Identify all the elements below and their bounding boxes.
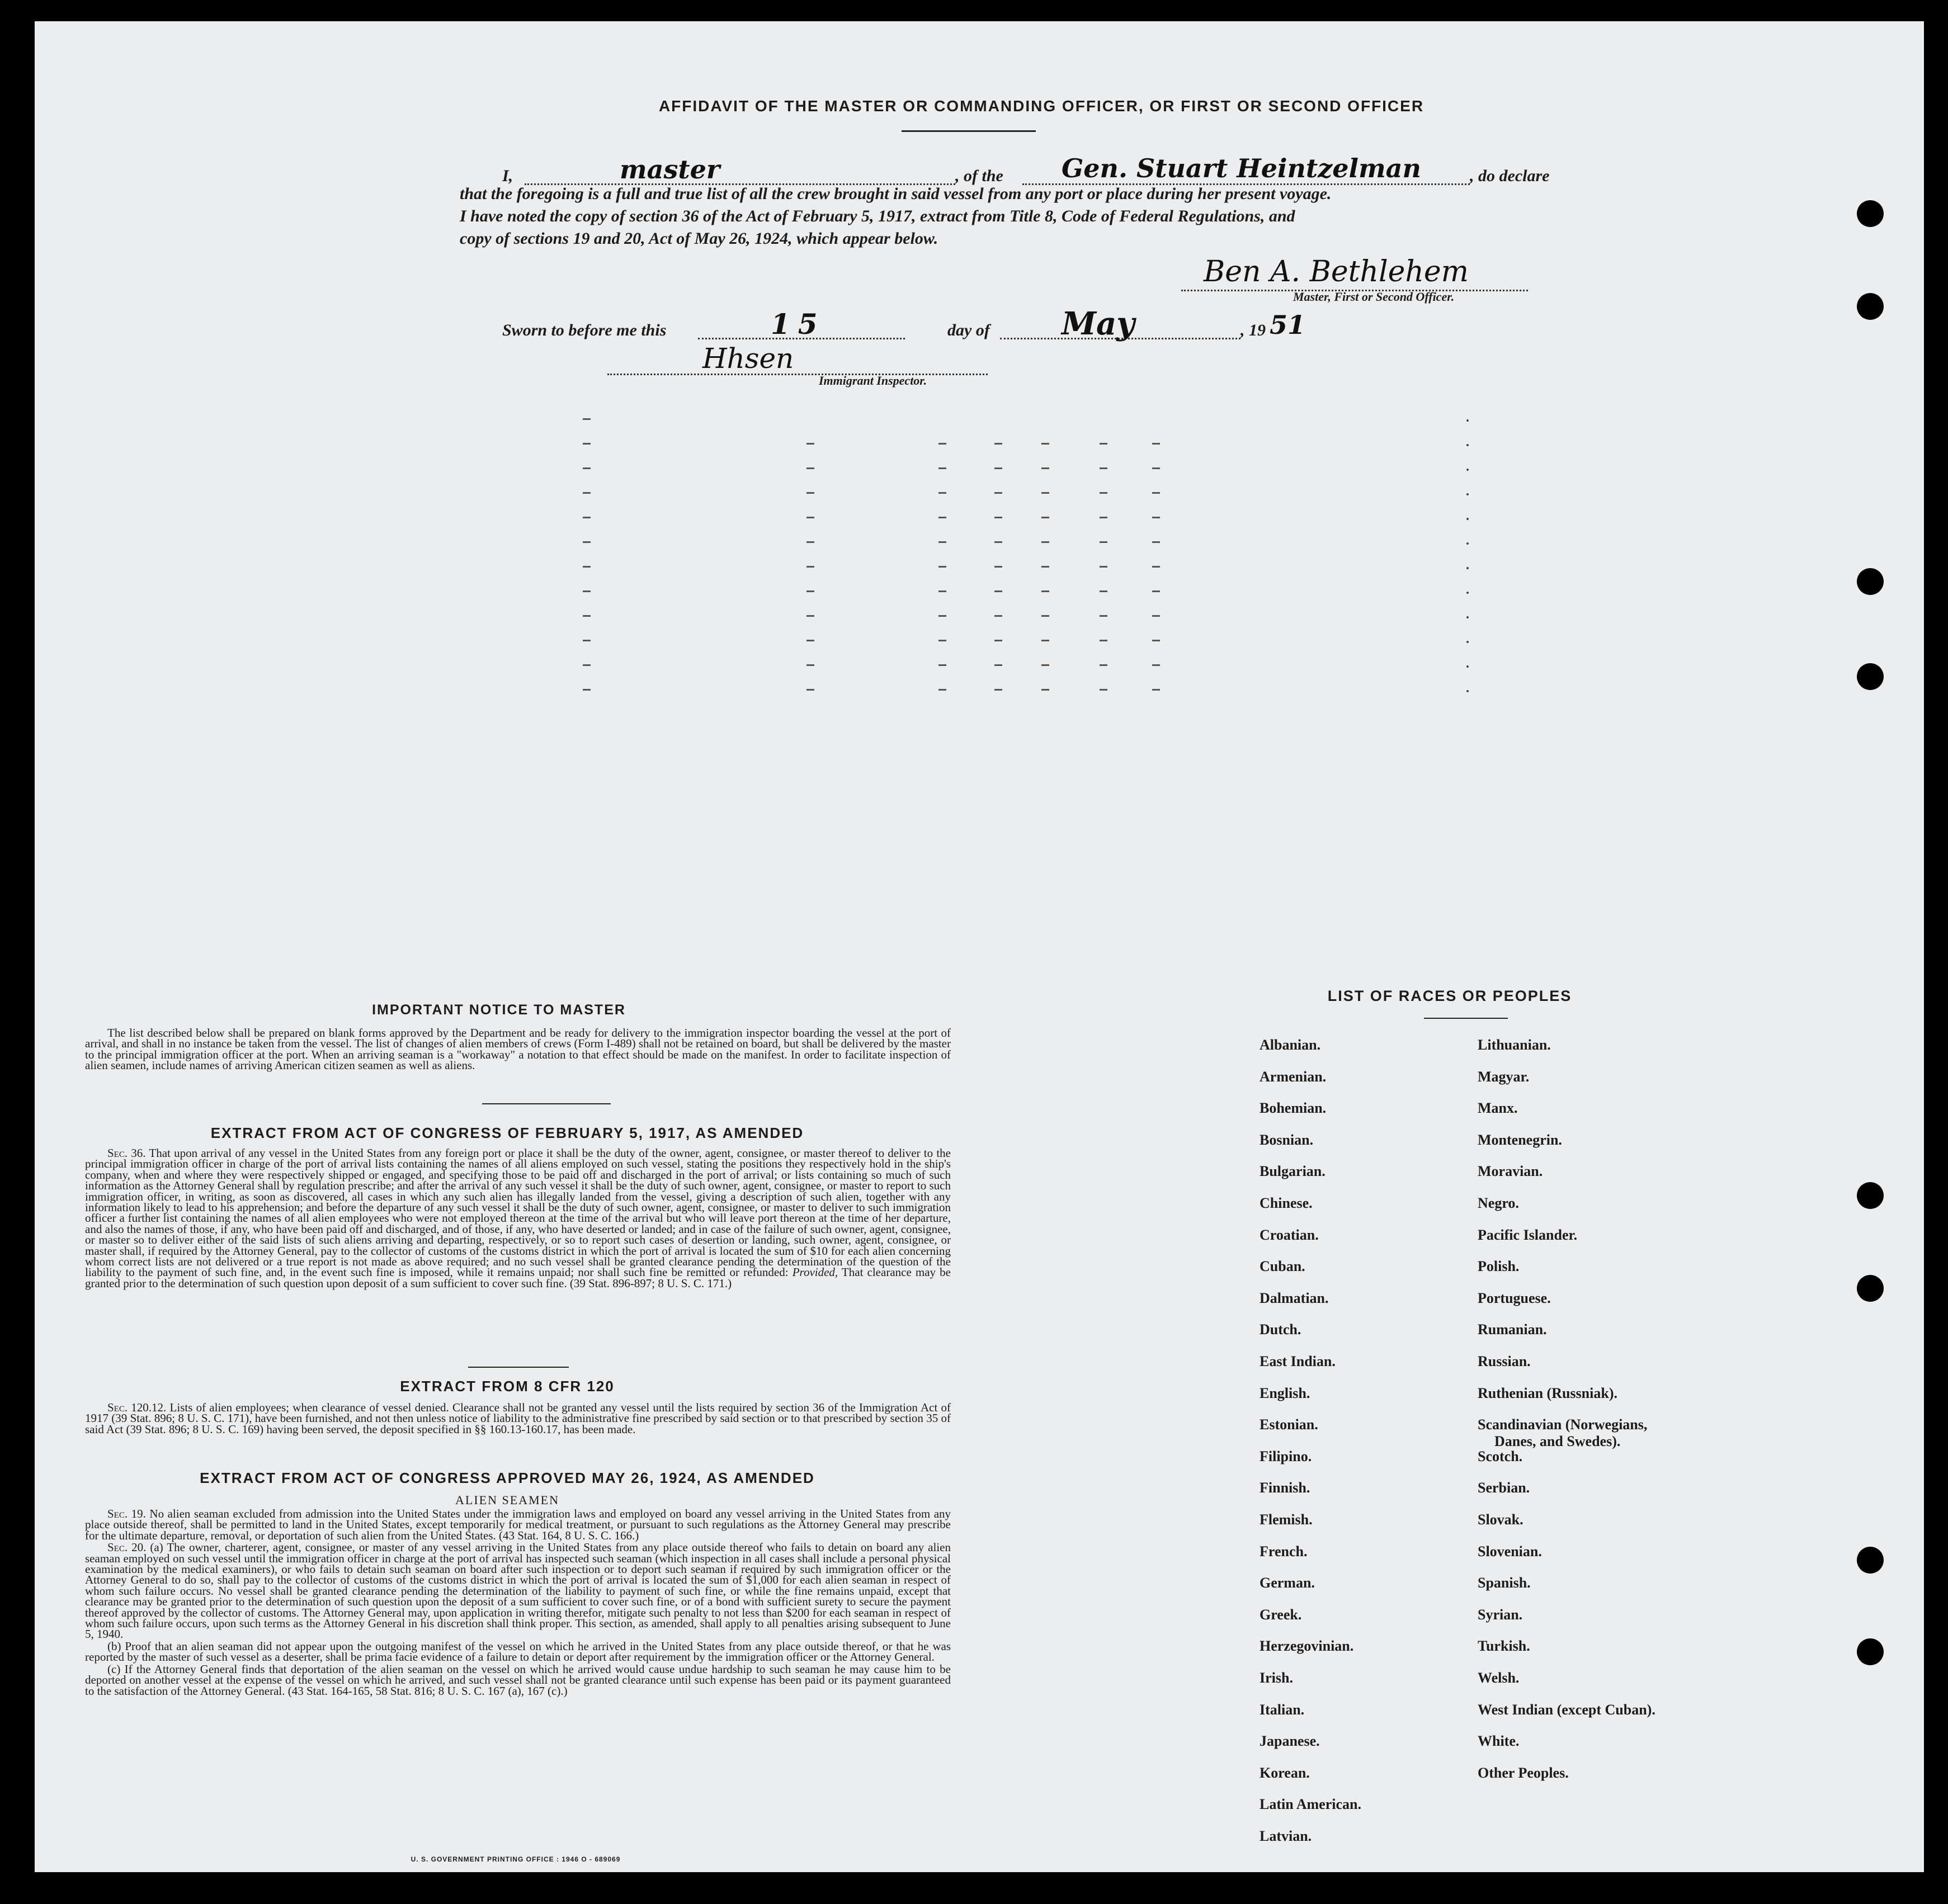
faint-dash [1100,664,1107,666]
faint-dash [1100,541,1107,543]
race-item: Flemish. [1260,1511,1313,1528]
sec-36-text-end: That clearance may be granted prior to the determination of such question upon deposit of a sum sufficient to cover such fine. (39 Stat. 896-897; 8 U. S. C. 171.) [85,1265,951,1290]
race-item: White. [1478,1733,1520,1749]
faint-dash [583,566,591,568]
race-item: French. [1260,1543,1308,1560]
faint-dash [938,517,946,518]
race-item: Turkish. [1478,1638,1530,1654]
race-item: Polish. [1478,1258,1520,1274]
race-item: Scotch. [1478,1448,1523,1464]
notice-rule [482,1103,611,1104]
faint-dash [938,467,946,469]
faint-dash [938,443,946,445]
month-field [1000,305,1241,342]
faint-dash [1152,443,1160,445]
faint-dot [1466,690,1469,692]
race-item: West Indian (except Cuban). [1478,1702,1655,1718]
year-handwritten: 51 [1270,310,1306,340]
faint-dash [1152,541,1160,543]
faint-dash [1041,517,1049,518]
faint-dash [1100,640,1107,641]
declaration-line-4: copy of sections 19 and 20, Act of May 26, 1924, which appear below. [460,229,938,248]
faint-dot [1466,419,1469,422]
sec-36-paragraph [85,1148,951,1289]
sec-36-label: Sec. 36. [107,1146,146,1160]
faint-dash [1152,467,1160,469]
of-the-label: , of the [955,167,1003,185]
race-item: Rumanian. [1478,1321,1547,1338]
sec-20-label: Sec. 20. [107,1541,147,1555]
sworn-label: Sworn to before me this [502,321,667,339]
binder-hole [1857,1638,1884,1665]
race-item: Manx. [1478,1100,1518,1116]
sec-120-label: Sec. 120.12. [107,1401,167,1414]
signature-handwritten: Ben A. Bethlehem [1204,255,1469,289]
notice-paragraph: The list described below shall be prepared on blank forms approved by the Department and be ready for delivery to the immigration inspector boarding the vessel at the port of arrival, and shall in no instance be taken from the vessel. The list of changes of alien members of crews (Form I-489) shall not be retained on board, but shall be delivered by the master to the principal immigration officer at the port. When an arriving seaman is a "workaway" a notation to that effect should be made on the manifest. In order to facilitate inspection of alien seamen, include names of arriving American citizen seamen as well as aliens. [85,1026,951,1073]
race-item: Latin American. [1260,1796,1361,1812]
faint-dash [806,689,814,691]
faint-dash [583,418,591,420]
binder-hole [1857,1547,1884,1574]
faint-dash [1100,566,1107,568]
faint-dot [1466,592,1469,594]
binder-hole [1857,663,1884,690]
faint-dot [1466,616,1469,618]
extract-1924-text [85,1509,951,1698]
race-item: Chinese. [1260,1195,1313,1211]
race-item: Other Peoples. [1478,1765,1569,1781]
faint-dash [806,664,814,666]
declaration-line-3: I have noted the copy of section 36 of the Act of February 5, 1917, extract from Title 8, Code of Federal Regulations, and [460,207,1295,225]
printing-office-footer: U. S. GOVERNMENT PRINTING OFFICE : 1946 O - 689069 [411,1855,621,1863]
sec-20c-paragraph: (c) If the Attorney General finds that deportation of the alien seaman on the vessel on which he arrived would cause undue hardship to such seaman he may cause him to be deported on another vessel at the expense of the vessel on which he arrived, and such vessel shall not be granted clearance until such expense has been paid or its payment guaranteed to the satisfaction of the Attorney General. (43 Stat. 164-165, 58 Stat. 816; 8 U. S. C. 167 (a), 167 (c).) [85,1662,951,1698]
faint-dash [994,566,1002,568]
race-item: German. [1260,1575,1315,1591]
race-item: Slovak. [1478,1511,1524,1528]
race-item: Serbian. [1478,1480,1530,1496]
race-item: Portuguese. [1478,1290,1551,1306]
faint-dash [583,541,591,543]
inspector-handwritten: Hhsen [702,342,794,375]
faint-dash [806,467,814,469]
faint-dash [1152,640,1160,641]
provided-label: Provided, [792,1265,838,1279]
faint-dash [994,615,1002,617]
day-of-label: day of [947,321,990,339]
race-item: Pacific Islander. [1478,1227,1578,1243]
binder-hole [1857,1182,1884,1209]
faint-dash [806,590,814,592]
form-page [35,21,1924,1872]
binder-hole [1857,293,1884,320]
rank-field [525,154,955,185]
race-item: Bulgarian. [1260,1163,1326,1179]
faint-dash [938,615,946,617]
faint-dot [1466,542,1469,545]
faint-dash [1041,590,1049,592]
faint-dash [1041,664,1049,666]
do-declare-label: , do declare [1470,167,1550,185]
faint-dash [994,517,1002,518]
race-item: Estonian. [1260,1416,1318,1433]
sec-120-text: Lists of alien employees; when clearance of vessel denied. Clearance shall not be granted any vessel until the lists required by section 36 of the Immigration Act of 1917 (39 Stat. 896; 8 U. S. C. 171), have been furnished, and not then unless notice of liability to the administrative fine prescribed by said section or to that prescribed by section 35 of said Act (39 Stat. 896; 8 U. S. C. 169) having been served, the deposit specified in §§ 160.13-160.17, has been made. [85,1401,951,1436]
race-item: Slovenian. [1478,1543,1542,1560]
race-item: Greek. [1260,1607,1302,1623]
notice-title: IMPORTANT NOTICE TO MASTER [372,1002,626,1018]
day-handwritten: 15 [771,308,826,341]
faint-dash [1100,467,1107,469]
faint-dash [583,492,591,494]
race-item: Cuban. [1260,1258,1305,1274]
faint-dash [938,492,946,494]
races-rule [1424,1018,1508,1019]
race-item: Negro. [1478,1195,1519,1211]
sec-19-paragraph [85,1509,951,1541]
faint-dash [1152,664,1160,666]
faint-dash [806,640,814,641]
sec-20a-text: (a) The owner, charterer, agent, consignee, or master of any vessel arriving in the United States from any place outside thereof who fails to detain on board any alien seaman employed on such vessel until the immigration officer in charge at the port of arrival has inspected such seaman (which inspection in all cases shall include a personal physical examination by the medical examiners), or who fails to detain such seaman on board after such inspection or to deport such seaman if required by such immigration officer or the Attorney General to do so, shall pay to the collector of customs of the customs district in which the port of arrival is located the sum of $1,000 for each alien seaman in respect of whom such failure occurs. No vessel shall be granted clearance pending the determination of the liability to payment of such fine, or while the fine remains unpaid, except that clearance may be granted prior to the determination of such question upon the deposit of a sum sufficient to cover such fine, or of a bond with sufficient surety to secure the payment thereof approved by the collector of customs. The Attorney General may, upon application in writing therefor, mitigate such penalty to not less than $200 for each seaman in respect of whom such failure occurs, upon such terms as the Attorney General in his discretion shall think proper. This section, as amended, shall apply to all penalties arising subsequent to June 5, 1940. [85,1541,951,1641]
race-item: Danes, and Swedes). [1494,1433,1621,1449]
race-item: Montenegrin. [1478,1132,1562,1148]
notice-text [85,1028,951,1073]
race-item: Syrian. [1478,1607,1523,1623]
extract-cfr-text [85,1402,951,1436]
race-item: Lithuanian. [1478,1037,1551,1053]
faint-dash [1152,517,1160,518]
faint-dot [1466,567,1469,569]
race-item: Italian. [1260,1702,1305,1718]
faint-dash [994,689,1002,691]
inspector-field [607,342,988,375]
faint-dash [938,541,946,543]
rank-handwritten: master [620,154,720,185]
faint-dot [1466,444,1469,446]
binder-hole [1857,200,1884,227]
faint-dash [806,566,814,568]
race-item: Magyar. [1478,1069,1530,1085]
faint-dash [1100,590,1107,592]
race-item: Welsh. [1478,1670,1520,1686]
faint-dash [1041,467,1049,469]
race-item: Dutch. [1260,1321,1301,1338]
faint-dash [938,664,946,666]
race-item: Croatian. [1260,1227,1319,1243]
faint-dash [994,541,1002,543]
faint-dash [583,640,591,641]
faint-dash [1100,492,1107,494]
race-item: Finnish. [1260,1480,1310,1496]
faint-dot [1466,493,1469,495]
i-label: I, [502,167,513,185]
race-item: Korean. [1260,1765,1310,1781]
race-item: Albanian. [1260,1037,1321,1053]
faint-dash [994,664,1002,666]
extract-1917-title: EXTRACT FROM ACT OF CONGRESS OF FEBRUARY 5, 1917, AS AMENDED [210,1125,804,1141]
faint-dash [994,492,1002,494]
race-item: Russian. [1478,1353,1531,1369]
faint-dash [1152,492,1160,494]
extract-1924-title: EXTRACT FROM ACT OF CONGRESS APPROVED MAY 26, 1924, AS AMENDED [200,1470,815,1486]
affidavit-title: AFFIDAVIT OF THE MASTER OR COMMANDING OFFICER, OR FIRST OR SECOND OFFICER [658,97,1425,115]
race-item: Moravian. [1478,1163,1543,1179]
binder-hole [1857,1275,1884,1302]
faint-dash [1152,689,1160,691]
binder-hole [1857,568,1884,595]
faint-dash [806,517,814,518]
month-handwritten: May [1062,305,1135,342]
sec-19-label: Sec. 19. [107,1507,146,1520]
race-item: Scandinavian (Norwegians, [1478,1416,1648,1433]
races-title: LIST OF RACES OR PEOPLES [1327,988,1572,1004]
faint-dash [1041,566,1049,568]
sec-20b-paragraph: (b) Proof that an alien seaman did not appear upon the outgoing manifest of the vessel on which he arrived in the United States from any place outside thereof, or that he was reported by the master of such vessel as a deserter, shall be prima facie evidence of a failure to detain or deport after requirement by the immigration officer or the Attorney General. [85,1639,951,1664]
extract-1917-rule [468,1367,569,1368]
race-item: Spanish. [1478,1575,1531,1591]
faint-dash [938,689,946,691]
faint-dash [994,467,1002,469]
year-prefix: , 19 [1241,321,1266,339]
race-item: Ruthenian (Russniak). [1478,1385,1617,1401]
sec-20a-paragraph [85,1542,951,1640]
race-item: English. [1260,1385,1310,1401]
signature-caption: Master, First or Second Officer. [1293,290,1455,304]
inspector-caption: Immigrant Inspector. [819,374,927,388]
faint-dash [583,615,591,617]
vessel-field [1022,153,1470,185]
race-item: Japanese. [1260,1733,1320,1749]
race-item: Irish. [1260,1670,1293,1686]
faint-dash [994,590,1002,592]
faint-dot [1466,469,1469,471]
faint-dash [1100,517,1107,518]
faint-dash [1152,615,1160,617]
faint-dash [1041,615,1049,617]
race-item: Bohemian. [1260,1100,1327,1116]
faint-dash [806,615,814,617]
faint-dash [1100,615,1107,617]
faint-dash [1152,590,1160,592]
faint-dash [994,640,1002,641]
race-item: Filipino. [1260,1448,1312,1464]
alien-seamen-subtitle: ALIEN SEAMEN [455,1493,559,1507]
faint-dash [1100,689,1107,691]
faint-dash [583,664,591,666]
faint-dash [1041,443,1049,445]
faint-dash [806,443,814,445]
race-item: Dalmatian. [1260,1290,1329,1306]
faint-dot [1466,665,1469,668]
declaration-line-2: that the foregoing is a full and true list of all the crew brought in said vessel from any port or place during her present voyage. [460,185,1332,203]
race-item: Armenian. [1260,1069,1327,1085]
sec-36-text: That upon arrival of any vessel in the United States from any foreign port or place it shall be the duty of the owner, agent, consignee, or master thereof to deliver to the principal immigration officer in charge of the port of arrival lists containing the names of all aliens employed on such vessel, stating the positions they respectively hold in the ship's company, when and where they were respectively shipped or engaged, and specifying those to be paid off and discharged in the port of arrival; or lists containing so much of such information as the Attorney General shall by regulation prescribe; and after the arrival of any such vessel it shall be the duty of such owner, agent, consignee, or master to report to such immigration officer, in writing, as soon as discovered, all cases in which any such alien has illegally landed from the vessel, giving a description of such alien, together with any information likely to lead to his apprehension; and before the departure of any such vessel it shall be the duty of such owner, agent, consignee, or master to deliver to such immigration officer a further list containing the names of all alien employees who were not employed thereon at the time of the arrival but who will leave port thereon at the time of her departure, and also the names of those, if any, who have been paid off and discharged, and of those, if any, who have deserted or landed; and in case of the failure of such owner, agent, consignee, or master so to deliver either of the said lists of such aliens arriving and departing, respectively, or so to report such cases of desertion or landing, such owner, agent, consignee, or master shall, if required by the Attorney General, pay to the collector of customs of the customs district in which the port of arrival is located the sum of $10 for each alien concerning whom correct lists are not delivered or a true report is not made as above required; and no such vessel shall be granted clearance pending the determination of the question of the liability to the payment of such fine, and, in the event such fine is imposed, while it remains unpaid; nor shall such fine be remitted or refunded: [85,1146,951,1279]
faint-dash [583,443,591,445]
faint-dash [583,590,591,592]
faint-dash [1100,443,1107,445]
faint-dash [938,590,946,592]
extract-1917-text [85,1148,951,1290]
title-rule [902,130,1036,132]
sec-19-text: No alien seaman excluded from admission into the United States under the immigration laws and employed on board any vessel arriving in the United States from any place outside thereof, shall be permitted to land in the United States, except temporarily for medical treatment, or pursuant to such regulations as the Attorney General may prescribe for the ultimate departure, removal, or deportation of such alien from the United States. (43 Stat. 164, 8 U. S. C. 166.) [85,1507,951,1542]
faint-dash [938,566,946,568]
faint-dash [994,443,1002,445]
day-field [698,309,905,339]
faint-dash [1041,689,1049,691]
faint-dash [583,517,591,518]
faint-dot [1466,641,1469,643]
race-item: Bosnian. [1260,1132,1314,1148]
faint-dash [1041,492,1049,494]
extract-cfr-title: EXTRACT FROM 8 CFR 120 [400,1378,615,1395]
sec-120-paragraph [85,1402,951,1435]
race-item: Latvian. [1260,1828,1312,1844]
faint-dash [583,467,591,469]
race-item: Herzegovinian. [1260,1638,1354,1654]
faint-dot [1466,518,1469,520]
faint-dash [806,541,814,543]
faint-dash [1041,640,1049,641]
faint-dash [938,640,946,641]
faint-dash [1041,541,1049,543]
vessel-handwritten: Gen. Stuart Heintzelman [1062,153,1421,183]
faint-dash [1152,566,1160,568]
faint-dash [806,492,814,494]
sworn-line [502,305,1341,342]
signature-field [1181,255,1528,291]
faint-dash [583,689,591,691]
race-item: East Indian. [1260,1353,1336,1369]
